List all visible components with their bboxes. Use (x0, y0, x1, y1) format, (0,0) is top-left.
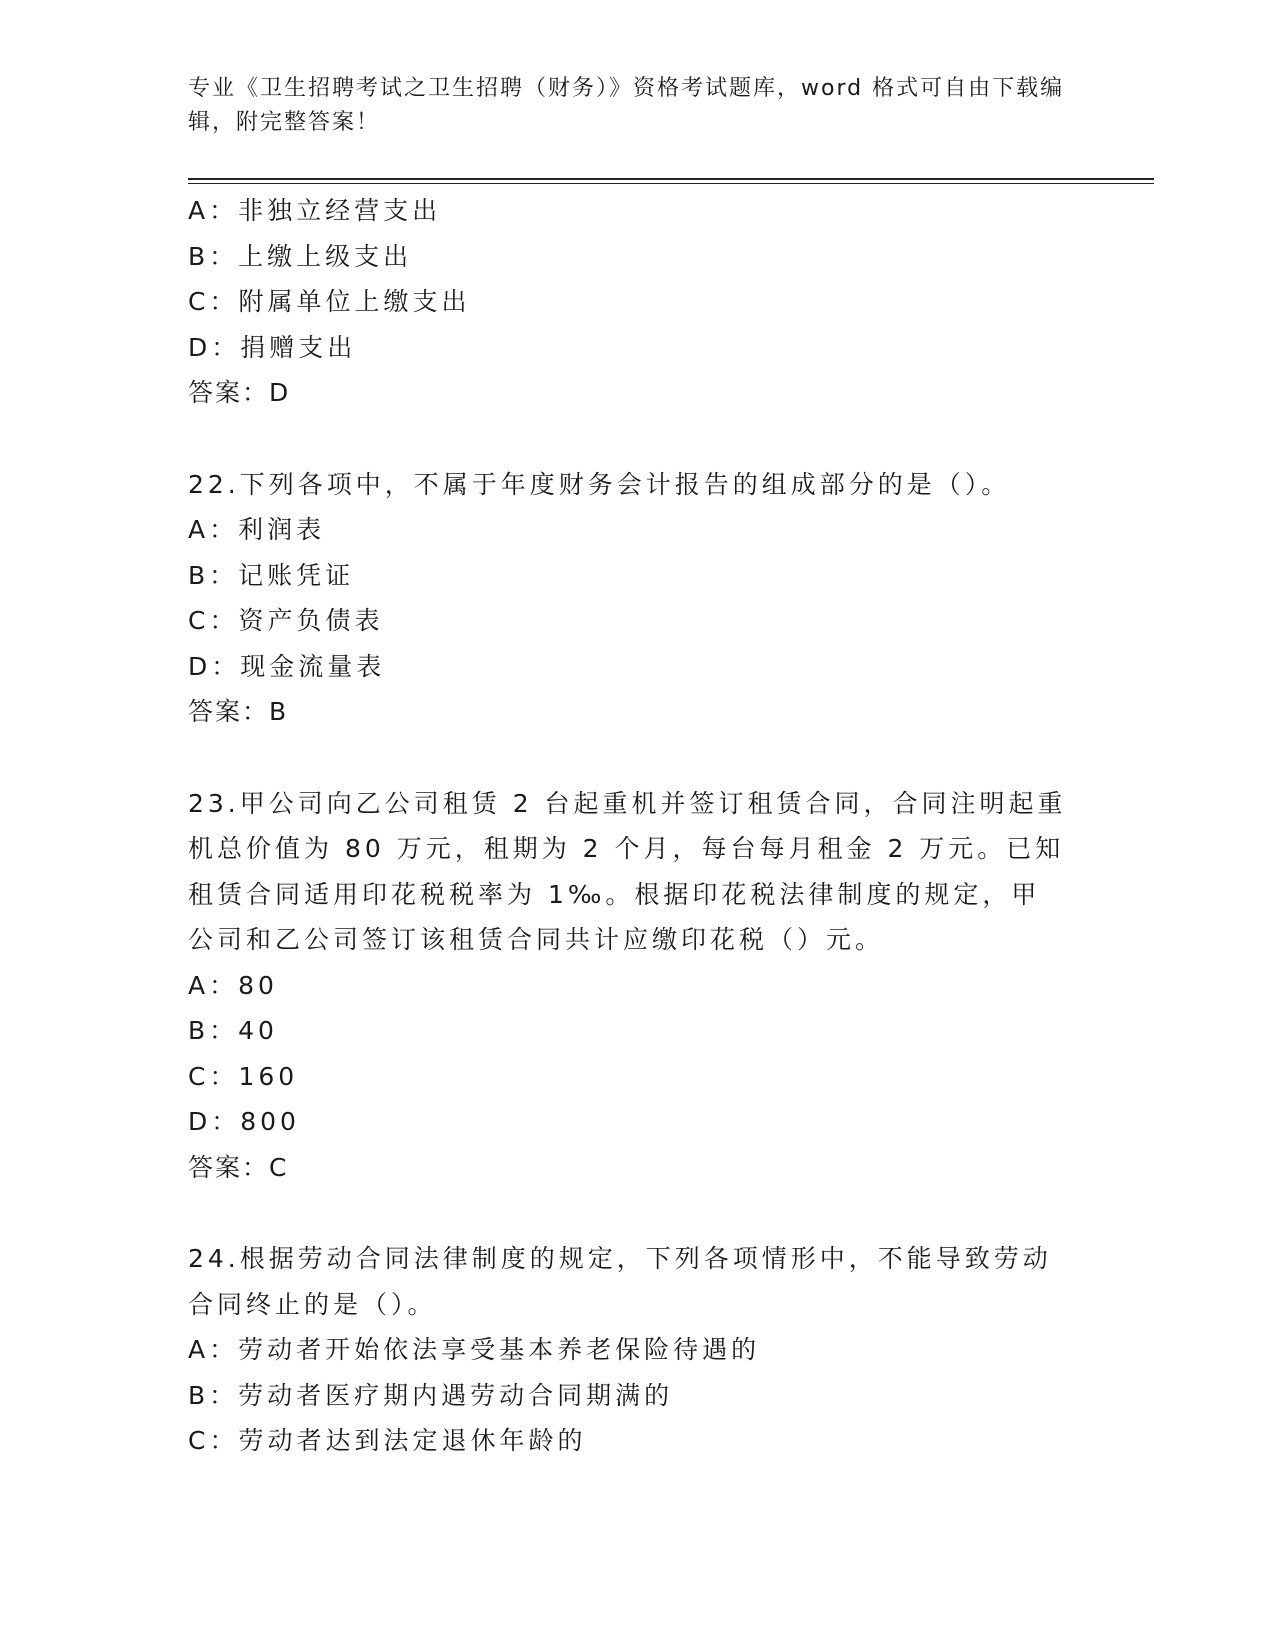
header-rule-thick (188, 178, 1154, 180)
option-a: A：利润表 (188, 515, 326, 544)
question-22 (188, 462, 1088, 735)
question-text: 22.下列各项中，不属于年度财务会计报告的组成部分的是（）。 (188, 469, 1011, 499)
option-b: B：记账凭证 (188, 560, 355, 590)
question-24 (188, 1236, 1088, 1464)
question-text: 23.甲公司向乙公司租赁 2 台起重机并签订租赁合同，合同注明起重机总价值为 80 万元，租期为 2 个月，每台每月租金 2 万元。已知租赁合同适用印花税税率为 1‰。根据印花税法律制度的规定，甲公司和乙公司签订该租赁合同共计应缴印花税（）元。 (188, 788, 1067, 954)
question-list (188, 188, 1088, 1464)
option-c: C：资产负债表 (188, 606, 384, 635)
header-rule-thin (188, 183, 1154, 184)
question-21 (188, 188, 1088, 416)
option-a: A：劳动者开始依法享受基本养老保险待遇的 (188, 1335, 761, 1364)
question-23 (188, 781, 1088, 1191)
option-d: D：现金流量表 (188, 651, 386, 681)
option-b: B：劳动者医疗期内遇劳动合同期满的 (188, 1380, 674, 1410)
option-c: C：劳动者达到法定退休年龄的 (188, 1426, 587, 1455)
answer: 答案：B (188, 697, 289, 726)
option-b: B：40 (188, 1016, 278, 1045)
question-text: 24.根据劳动合同法律制度的规定，下列各项情形中，不能导致劳动合同终止的是（）。 (188, 1244, 1052, 1319)
option-b: B：上缴上级支出 (188, 241, 413, 271)
option-a: A：80 (188, 970, 278, 1000)
answer: 答案：D (188, 378, 291, 407)
option-c: C：160 (188, 1061, 299, 1091)
option-a: A：非独立经营支出 (188, 196, 442, 225)
answer: 答案：C (188, 1152, 289, 1182)
option-d: D：800 (188, 1107, 300, 1136)
option-c: C：附属单位上缴支出 (188, 287, 471, 316)
page-header: 专业《卫生招聘考试之卫生招聘（财务）》资格考试题库，word 格式可自由下载编辑，附完整答案！ (188, 76, 1065, 135)
option-d: D：捐赠支出 (188, 332, 357, 362)
